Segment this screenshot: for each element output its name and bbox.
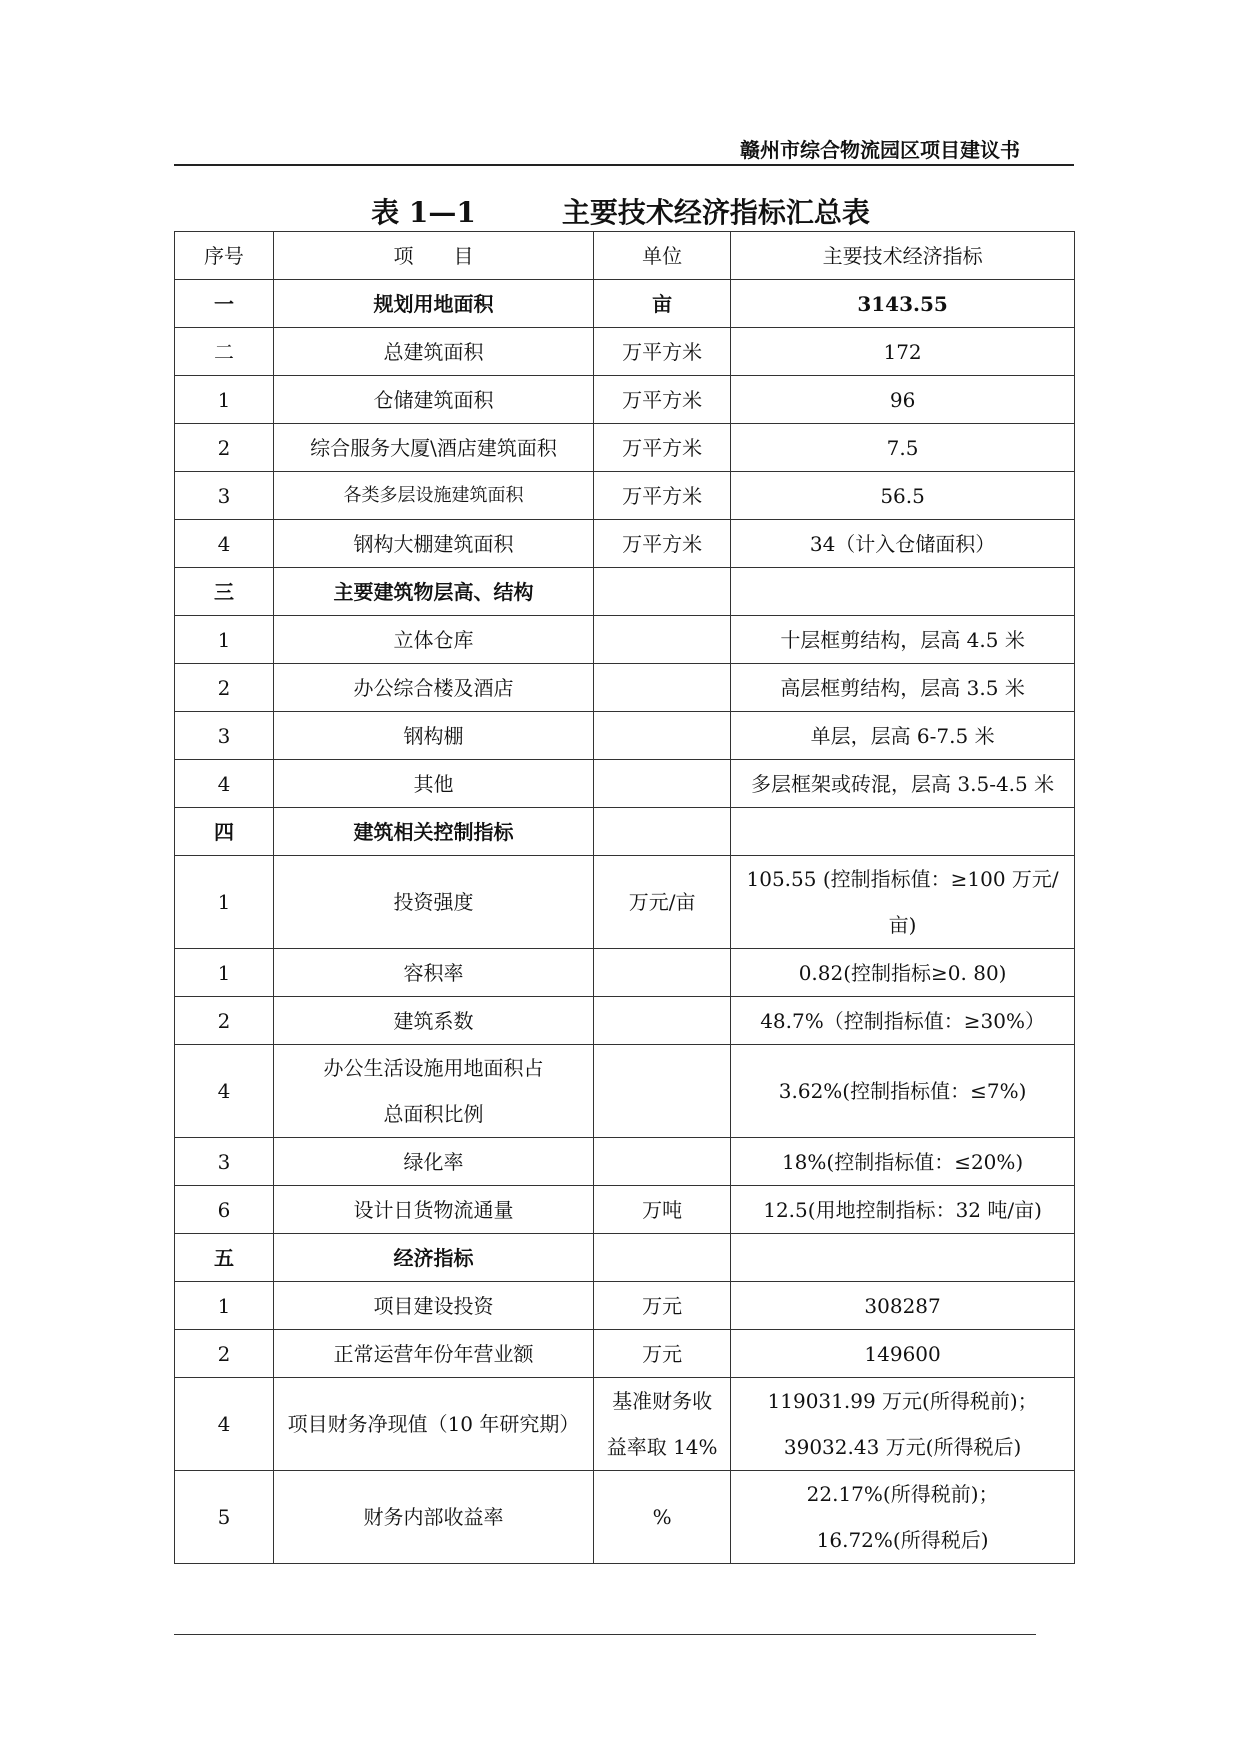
row-unit [594,664,731,712]
table-row [175,760,1075,808]
row-no: 1 [175,376,274,424]
table-row [175,1138,1075,1186]
row-value: 单层，层高 6-7.5 米 [731,712,1075,760]
row-item: 建筑相关控制指标 [273,808,593,856]
table-header-row [175,232,1075,280]
row-unit-line1: 基准财务收 [612,1389,713,1413]
row-unit: 万平方米 [594,376,731,424]
column-header-no: 序号 [175,232,274,280]
table-row [175,664,1075,712]
row-item: 项目建设投资 [273,1282,593,1330]
row-no: 4 [175,520,274,568]
row-item: 绿化率 [273,1138,593,1186]
table-row [175,1234,1075,1282]
row-value: 96 [731,376,1075,424]
row-item: 规划用地面积 [273,280,593,328]
row-item: 主要建筑物层高、结构 [273,568,593,616]
table-row [175,1330,1075,1378]
row-unit [594,760,731,808]
row-no: 3 [175,472,274,520]
table-row [175,856,1075,949]
row-item: 建筑系数 [273,997,593,1045]
row-unit [594,616,731,664]
table-row [175,472,1075,520]
row-no: 5 [175,1471,274,1564]
row-item: 财务内部收益率 [273,1471,593,1564]
row-value-line2: 39032.43 万元(所得税后) [783,1435,1022,1459]
row-value [731,856,1075,949]
row-value [731,808,1075,856]
row-item [273,1045,593,1138]
row-unit: 万元 [594,1282,731,1330]
row-unit [594,1045,731,1138]
row-value-line1: 119031.99 万元(所得税前)； [767,1389,1038,1413]
table-title [0,191,1241,231]
table-row [175,376,1075,424]
row-item: 仓储建筑面积 [273,376,593,424]
row-unit: 万元 [594,1330,731,1378]
row-no: 3 [175,1138,274,1186]
row-unit: 万吨 [594,1186,731,1234]
row-value [731,1234,1075,1282]
row-unit: 万平方米 [594,472,731,520]
row-unit: 万元/亩 [594,856,731,949]
table-row [175,712,1075,760]
row-unit [594,1138,731,1186]
row-value: 149600 [731,1330,1075,1378]
row-item: 综合服务大厦\酒店建筑面积 [273,424,593,472]
row-value: 48.7%（控制指标值：≥30%） [731,997,1075,1045]
row-unit: 万平方米 [594,424,731,472]
row-item: 正常运营年份年营业额 [273,1330,593,1378]
row-unit [594,808,731,856]
table-number: 表 1—1 [371,196,476,229]
table-row [175,997,1075,1045]
row-item-line1: 办公生活设施用地面积占 [323,1056,544,1080]
footer-divider [174,1634,1036,1635]
row-no: 四 [175,808,274,856]
row-value [731,1378,1075,1471]
document-title: 赣州市综合物流园区项目建议书 [740,138,1020,162]
row-no: 4 [175,1045,274,1138]
row-no: 4 [175,760,274,808]
row-unit [594,568,731,616]
row-value: 多层框架或砖混，层高 3.5-4.5 米 [731,760,1075,808]
row-unit: % [594,1471,731,1564]
row-value: 172 [731,328,1075,376]
row-value-line1: 22.17%(所得税前)； [806,1482,999,1506]
row-item: 设计日货物流通量 [273,1186,593,1234]
row-unit: 亩 [594,280,731,328]
row-value: 3143.55 [731,280,1075,328]
row-item: 立体仓库 [273,616,593,664]
row-value: 0.82(控制指标≥0. 80) [731,949,1075,997]
row-value [731,568,1075,616]
row-no: 二 [175,328,274,376]
column-header-item: 项 目 [273,232,593,280]
row-no: 一 [175,280,274,328]
row-unit [594,1234,731,1282]
table-row [175,808,1075,856]
row-value: 高层框剪结构，层高 3.5 米 [731,664,1075,712]
row-value-line2: 亩) [888,913,917,937]
column-header-value: 主要技术经济指标 [731,232,1075,280]
table-row [175,1186,1075,1234]
table-row [175,1282,1075,1330]
table-row [175,280,1075,328]
table-row [175,568,1075,616]
row-unit [594,1378,731,1471]
row-no: 1 [175,856,274,949]
row-no: 2 [175,997,274,1045]
row-unit [594,997,731,1045]
row-unit-line2: 益率取 14% [606,1435,718,1459]
row-no: 1 [175,949,274,997]
row-item: 钢构大棚建筑面积 [273,520,593,568]
row-unit [594,712,731,760]
row-no: 三 [175,568,274,616]
row-item-line2: 总面积比例 [383,1102,484,1126]
row-no: 2 [175,424,274,472]
row-item: 其他 [273,760,593,808]
row-no: 1 [175,616,274,664]
table-row [175,520,1075,568]
table-row [175,1471,1075,1564]
row-no: 1 [175,1282,274,1330]
row-value: 18%(控制指标值：≤20%) [731,1138,1075,1186]
row-unit: 万平方米 [594,520,731,568]
row-unit [594,949,731,997]
row-item: 总建筑面积 [273,328,593,376]
row-item: 办公综合楼及酒店 [273,664,593,712]
row-value: 十层框剪结构，层高 4.5 米 [731,616,1075,664]
table-row [175,1045,1075,1138]
row-no: 4 [175,1378,274,1471]
summary-table [174,231,1075,1564]
row-no: 五 [175,1234,274,1282]
row-unit: 万平方米 [594,328,731,376]
table-row [175,616,1075,664]
row-item: 投资强度 [273,856,593,949]
row-value-line1: 105.55 (控制指标值：≥100 万元/ [746,867,1059,891]
page-header [174,134,1074,166]
row-item: 经济指标 [273,1234,593,1282]
row-value [731,1471,1075,1564]
row-item: 各类多层设施建筑面积 [273,472,593,520]
row-no: 2 [175,664,274,712]
row-no: 3 [175,712,274,760]
row-no: 2 [175,1330,274,1378]
row-item: 钢构棚 [273,712,593,760]
table-row [175,328,1075,376]
table-row [175,949,1075,997]
row-value: 12.5(用地控制指标：32 吨/亩) [731,1186,1075,1234]
row-value: 308287 [731,1282,1075,1330]
row-value: 3.62%(控制指标值：≤7%) [731,1045,1075,1138]
table-title-text: 主要技术经济指标汇总表 [561,196,870,229]
column-header-unit: 单位 [594,232,731,280]
row-value: 7.5 [731,424,1075,472]
row-value-line2: 16.72%(所得税后) [816,1528,989,1552]
table-row [175,424,1075,472]
table-row [175,1378,1075,1471]
row-item: 容积率 [273,949,593,997]
row-item: 项目财务净现值（10 年研究期） [273,1378,593,1471]
row-value: 34（计入仓储面积） [731,520,1075,568]
row-no: 6 [175,1186,274,1234]
row-value: 56.5 [731,472,1075,520]
